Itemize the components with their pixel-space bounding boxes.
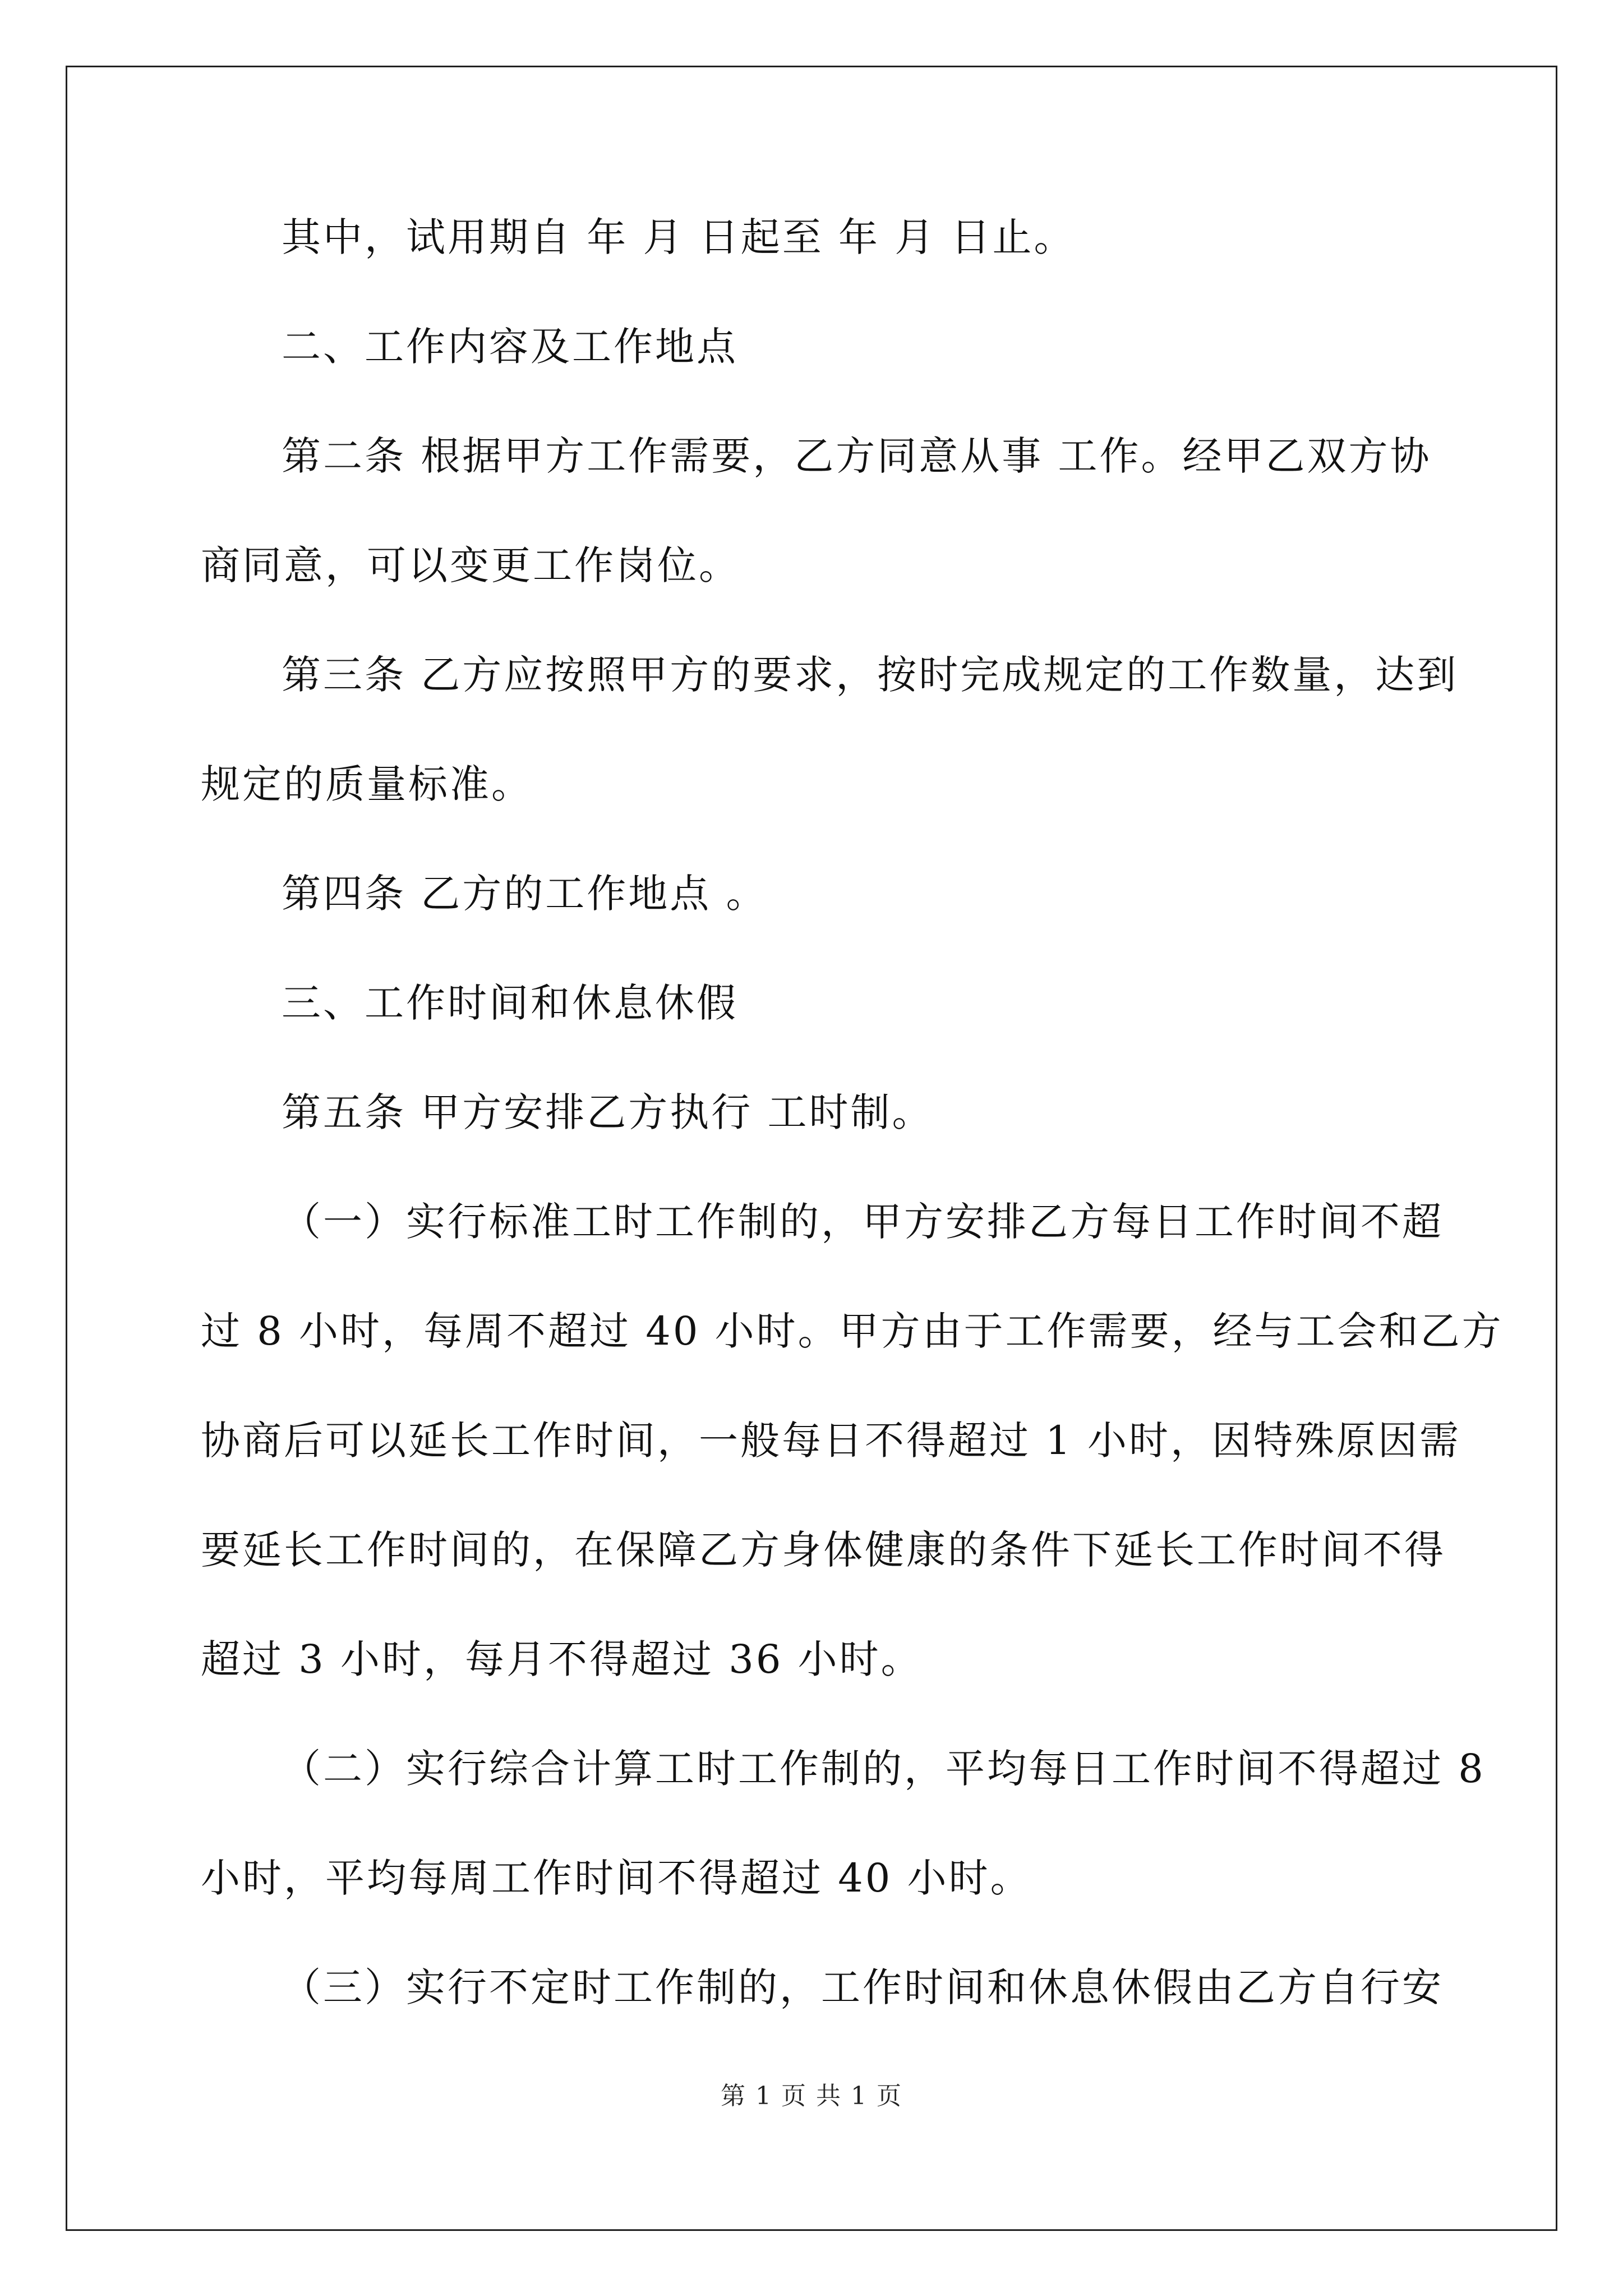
- article-2-line-2: 商同意，可以变更工作岗位。: [201, 542, 740, 588]
- article-3-line-2: 规定的质量标准。: [201, 761, 533, 807]
- clause-1-line-3: 协商后可以延长工作时间，一般每日不得超过 1 小时，因特殊原因需: [201, 1418, 1461, 1464]
- page-border: [66, 66, 1557, 2231]
- paragraph-probation-period: 其中，试用期自 年 月 日起至 年 月 日止。: [282, 214, 1076, 260]
- clause-2-line-2: 小时，平均每周工作时间不得超过 40 小时。: [201, 1855, 1032, 1901]
- clause-1-line-4: 要延长工作时间的，在保障乙方身体健康的条件下延长工作时间不得: [201, 1527, 1446, 1573]
- article-5: 第五条 甲方安排乙方执行 工时制。: [282, 1089, 934, 1135]
- article-3-line-1: 第三条 乙方应按照甲方的要求，按时完成规定的工作数量，达到: [282, 652, 1459, 698]
- clause-1-line-1: （一）实行标准工时工作制的，甲方安排乙方每日工作时间不超: [282, 1199, 1444, 1245]
- section-heading-work-content: 二、工作内容及工作地点: [282, 324, 738, 370]
- clause-3-line-1: （三）实行不定时工作制的，工作时间和休息休假由乙方自行安: [282, 1964, 1444, 2010]
- section-heading-work-hours: 三、工作时间和休息休假: [282, 980, 738, 1026]
- clause-2-line-1: （二）实行综合计算工时工作制的，平均每日工作时间不得超过 8: [282, 1746, 1486, 1792]
- clause-1-line-5: 超过 3 小时，每月不得超过 36 小时。: [201, 1636, 923, 1682]
- article-2-line-1: 第二条 根据甲方工作需要，乙方同意从事 工作。经甲乙双方协: [282, 433, 1432, 479]
- clause-1-line-2: 过 8 小时，每周不超过 40 小时。甲方由于工作需要，经与工会和乙方: [201, 1308, 1504, 1354]
- page-footer: 第 1 页 共 1 页: [721, 2082, 902, 2110]
- article-4: 第四条 乙方的工作地点 。: [282, 871, 768, 917]
